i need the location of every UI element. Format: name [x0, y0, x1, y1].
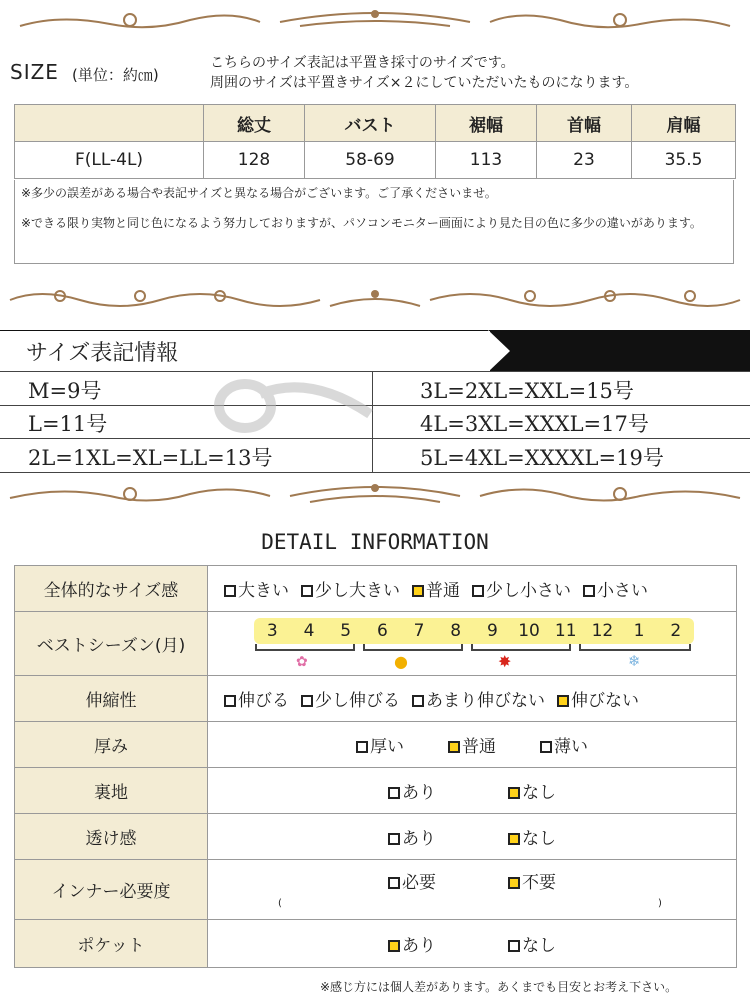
- pocket-options: [208, 920, 737, 968]
- size-note-1: こちらのサイズ表記は平置き採寸のサイズです。: [210, 55, 515, 71]
- header-cell: 肩幅: [632, 105, 736, 142]
- paren-open: (: [278, 898, 282, 909]
- row-label: ベストシーズン(月): [15, 612, 208, 676]
- row-label: 厚み: [15, 722, 208, 768]
- option[interactable]: あり: [388, 778, 436, 803]
- detail-title: DETAIL INFORMATION: [261, 530, 489, 554]
- option-selected[interactable]: 不要: [508, 868, 556, 893]
- option[interactable]: 必要: [388, 868, 436, 893]
- checkbox-checked-icon: [412, 585, 424, 597]
- checkbox-checked-icon: [508, 787, 520, 799]
- checkbox-checked-icon: [508, 833, 520, 845]
- size-disclaimer-box: [14, 180, 734, 264]
- row-label: インナー必要度: [15, 860, 208, 920]
- month-label: 5: [340, 621, 352, 641]
- option[interactable]: 薄い: [540, 732, 588, 757]
- table-cell: 113: [436, 142, 537, 179]
- option[interactable]: 厚い: [356, 732, 404, 757]
- size-info-title: サイズ表記情報: [26, 341, 179, 366]
- option[interactable]: なし: [508, 931, 556, 956]
- inner-options: [208, 860, 737, 920]
- checkbox-icon: [224, 585, 236, 597]
- disclaimer-2: ※できる限り実物と同じ色になるよう努力しておりますが、パソコンモニター画面により見た目の色に多少の違いがあります。: [21, 216, 702, 230]
- header-cell: 裾幅: [436, 105, 537, 142]
- size-unit: (単位：約㎝): [72, 66, 159, 84]
- maple-leaf-icon: ✸: [498, 652, 512, 671]
- fit-options: [208, 566, 737, 612]
- size-info-item: 3L=2XL=XXL=15号: [420, 379, 634, 403]
- size-info-grid: [0, 371, 750, 472]
- table-cell: 35.5: [632, 142, 736, 179]
- checkbox-icon: [224, 695, 236, 707]
- month-label: 2: [670, 621, 682, 641]
- option-selected[interactable]: なし: [508, 824, 556, 849]
- size-info-item: 4L=3XL=XXXL=17号: [420, 412, 649, 436]
- checkbox-checked-icon: [557, 695, 569, 707]
- detail-row-pocket: [15, 920, 737, 968]
- header-cell: バスト: [305, 105, 436, 142]
- size-info-item: M=9号: [28, 379, 102, 403]
- detail-row-lining: [15, 768, 737, 814]
- detail-table: [14, 565, 737, 968]
- month-label: 12: [591, 621, 614, 641]
- detail-row-thickness: [15, 722, 737, 768]
- row-label: 透け感: [15, 814, 208, 860]
- month-label: 6: [376, 621, 388, 641]
- table-cell: 128: [204, 142, 305, 179]
- thickness-options: [208, 722, 737, 768]
- row-label: 全体的なサイズ感: [15, 566, 208, 612]
- checkbox-icon: [412, 695, 424, 707]
- detail-row-stretch: [15, 676, 737, 722]
- tape-measure-icon: [200, 374, 380, 444]
- size-info-header-arrow: [488, 330, 510, 372]
- table-cell: 23: [537, 142, 632, 179]
- option[interactable]: 大きい: [224, 576, 289, 601]
- size-info-item: 5L=4XL=XXXXL=19号: [420, 446, 664, 470]
- month-label: 10: [518, 621, 540, 641]
- option-selected[interactable]: 普通: [448, 732, 496, 757]
- checkbox-checked-icon: [448, 741, 460, 753]
- season-brackets: [254, 644, 694, 652]
- table-cell: F(LL-4L): [15, 142, 204, 179]
- ornament-divider-lower: [0, 478, 750, 514]
- month-label: 4: [303, 621, 315, 641]
- stretch-options: [208, 676, 737, 722]
- month-label: 1: [633, 621, 645, 641]
- row-label: 裏地: [15, 768, 208, 814]
- sakura-icon: ✿: [296, 654, 308, 670]
- size-table-header: [15, 105, 736, 142]
- month-label: 3: [266, 621, 278, 641]
- month-label: 7: [413, 621, 425, 641]
- month-list: [254, 618, 694, 644]
- size-info-item: 2L=1XL=XL=LL=13号: [28, 446, 273, 470]
- option[interactable]: 少し伸びる: [301, 686, 400, 711]
- checkbox-icon: [301, 695, 313, 707]
- checkbox-icon: [388, 877, 400, 889]
- option[interactable]: 小さい: [583, 576, 648, 601]
- paren-close: ): [658, 898, 662, 909]
- size-info-item: L=11号: [28, 412, 108, 436]
- ornament-divider-top: [0, 6, 750, 36]
- checkbox-icon: [301, 585, 313, 597]
- size-table-row: [15, 142, 736, 179]
- option[interactable]: あり: [388, 824, 436, 849]
- row-label: 伸縮性: [15, 676, 208, 722]
- header-cell: 総丈: [204, 105, 305, 142]
- detail-row-season: [15, 612, 737, 676]
- detail-row-inner: [15, 860, 737, 920]
- checkbox-icon: [356, 741, 368, 753]
- option-selected[interactable]: 伸びない: [557, 686, 639, 711]
- option-selected[interactable]: 普通: [412, 576, 460, 601]
- checkbox-checked-icon: [508, 877, 520, 889]
- size-title: SIZE: [10, 60, 59, 84]
- ornament-divider-middle: [0, 282, 750, 318]
- month-label: 11: [554, 621, 577, 641]
- checkbox-icon: [540, 741, 552, 753]
- disclaimer-1: ※多少の誤差がある場合や表記サイズと異なる場合がございます。ご了承くださいませ。: [21, 186, 497, 200]
- checkbox-icon: [388, 787, 400, 799]
- checkbox-icon: [388, 833, 400, 845]
- row-label: ポケット: [15, 920, 208, 968]
- checkbox-icon: [472, 585, 484, 597]
- option-selected[interactable]: あり: [388, 931, 436, 956]
- snowflake-icon: ❄: [628, 652, 641, 670]
- month-label: 9: [486, 621, 498, 641]
- option[interactable]: 伸びる: [224, 686, 289, 711]
- size-note-2: 周囲のサイズは平置きサイズ×２にしていただいたものになります。: [210, 75, 639, 91]
- checkbox-checked-icon: [388, 940, 400, 952]
- header-cell: 首幅: [537, 105, 632, 142]
- size-table: [14, 104, 736, 179]
- sheer-options: [208, 814, 737, 860]
- option[interactable]: 少し小さい: [472, 576, 571, 601]
- detail-row-fit: [15, 566, 737, 612]
- header-cell: [15, 105, 204, 142]
- sunflower-icon: ●: [394, 652, 408, 671]
- checkbox-icon: [583, 585, 595, 597]
- option[interactable]: あまり伸びない: [412, 686, 545, 711]
- detail-row-sheer: [15, 814, 737, 860]
- lining-options: [208, 768, 737, 814]
- checkbox-icon: [508, 940, 520, 952]
- option[interactable]: 少し大きい: [301, 576, 400, 601]
- season-cell: [208, 612, 737, 676]
- detail-footnote: ※感じ方には個人差があります。あくまでも目安とお考え下さい。: [320, 980, 678, 994]
- table-cell: 58-69: [305, 142, 436, 179]
- month-label: 8: [450, 621, 462, 641]
- option-selected[interactable]: なし: [508, 778, 556, 803]
